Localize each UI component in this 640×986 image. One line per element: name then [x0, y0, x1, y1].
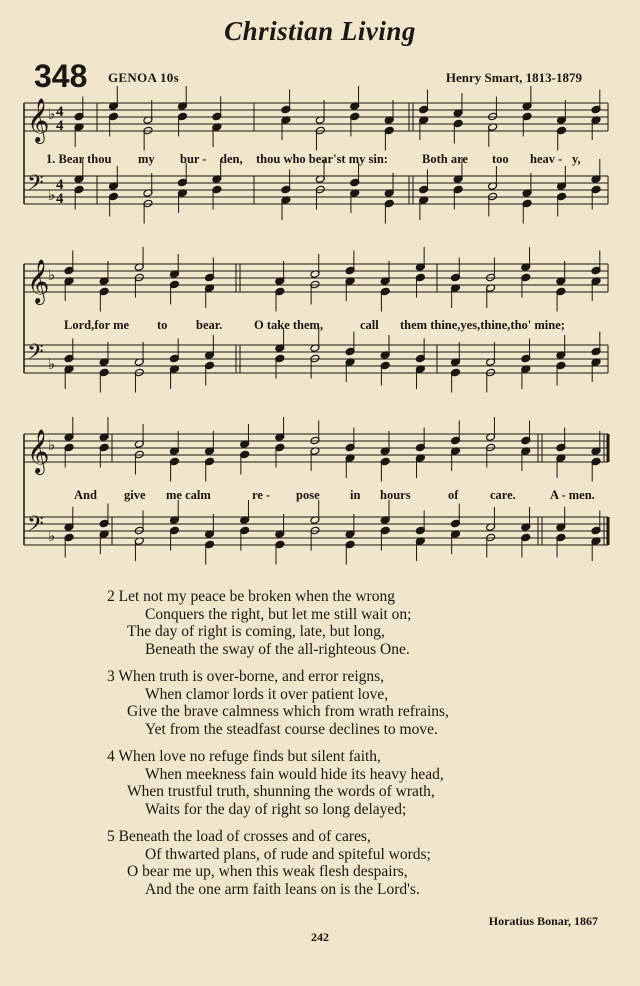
verse-line [0, 846, 640, 864]
bass-clef: 𝄢 [27, 512, 44, 542]
verse-line [0, 641, 640, 659]
verse-text: When truth is over-borne, and error reigns, [118, 668, 385, 685]
lyric-syllable: care. [490, 488, 516, 502]
verse-line [0, 588, 640, 606]
verse-line [0, 606, 640, 624]
bass-clef: 𝄢 [27, 171, 44, 201]
section-title: Christian Living [224, 16, 416, 46]
verse-text: Give the brave calmness which from wrath refrains, [127, 703, 449, 720]
verse-5 [0, 828, 640, 898]
author-credit: Horatius Bonar, 1867 [488, 914, 598, 928]
flat-key-signature: ♭ [48, 186, 56, 204]
time-signature: 4 [56, 191, 64, 207]
lyric-syllable: in [350, 488, 361, 502]
verse-text: Waits for the day of right so long delayed; [145, 800, 407, 818]
lyric-syllable: give [124, 488, 146, 502]
verse-line [0, 668, 640, 686]
verse-text: Of thwarted plans, of rude and spiteful words; [145, 845, 431, 863]
lyric-syllable: of [448, 488, 459, 502]
lyric-syllable: call [360, 318, 379, 332]
lyric-syllable: den, [220, 152, 243, 166]
verse-text: Yet from the steadfast course declines to move. [145, 720, 438, 738]
time-signature: 4 [56, 104, 64, 120]
flat-key-signature: ♭ [48, 436, 56, 454]
verse-line [0, 686, 640, 704]
time-signature: 4 [56, 177, 64, 193]
verse-text: O bear me up, when this weak flesh despairs, [127, 863, 408, 880]
verse-line [0, 828, 640, 846]
verse-text: When meekness fain would hide its heavy head, [145, 765, 444, 783]
lyric-syllable: me calm [166, 488, 211, 502]
lyric-syllable: too [492, 152, 509, 166]
verse-text: When trustful truth, shunning the words of wrath, [127, 783, 435, 800]
treble-clef: 𝄞 [27, 259, 50, 303]
verse-text: Beneath the sway of the all-righteous One. [145, 640, 410, 658]
verse-text: Let not my peace be broken when the wrong [118, 588, 395, 605]
lyric-syllable: A - men. [550, 488, 595, 502]
lyric-syllable: Both are [422, 152, 468, 166]
lyric-syllable: pose [296, 488, 320, 502]
flat-key-signature: ♭ [48, 266, 56, 284]
verse-number: 4 [107, 748, 115, 765]
lyric-syllable: y, [572, 152, 581, 166]
lyric-syllable: hours [380, 488, 411, 502]
verse-number: 3 [107, 668, 115, 685]
lyric-syllable: to [157, 318, 168, 332]
verse-text: Conquers the right, but let me still wait on; [145, 605, 412, 623]
treble-clef: 𝄞 [27, 98, 50, 142]
verse-text: Beneath the load of crosses and of cares, [118, 828, 371, 845]
flat-key-signature: ♭ [48, 355, 56, 373]
lyric-syllable: my [138, 152, 155, 166]
verse-3 [0, 668, 640, 738]
verse-line [0, 783, 640, 801]
verse-number: 2 [107, 588, 115, 605]
verse-4 [0, 748, 640, 818]
verse-line [0, 881, 640, 899]
time-signature: 4 [56, 118, 64, 134]
tune-name: GENOA 10s [108, 70, 179, 85]
lyric-syllable: re - [252, 488, 271, 502]
verse-line [0, 863, 640, 881]
verse-line [0, 748, 640, 766]
verse-line [0, 721, 640, 739]
lyric-syllable: bur - [180, 152, 207, 166]
lyric-syllable: 1. Bear thou [46, 152, 112, 166]
lyric-syllable: heav - [530, 152, 563, 166]
verse-line [0, 703, 640, 721]
verse-text: When love no refuge finds but silent faith, [118, 748, 381, 765]
verse-number: 5 [107, 828, 115, 845]
treble-clef: 𝄞 [27, 429, 50, 473]
lyric-syllable: thou who bear'st my sin: [256, 152, 388, 166]
verse-text: When clamor lords it over patient love, [145, 685, 389, 703]
page-number: 242 [311, 930, 329, 944]
lyric-syllable: bear. [196, 318, 223, 332]
lyric-syllable: O take them, [254, 318, 324, 332]
lyric-syllable: Lord,for me [64, 318, 130, 332]
verse-line [0, 623, 640, 641]
verse-line [0, 801, 640, 819]
verse-line [0, 766, 640, 784]
lyric-syllable: them thine,yes,thine,tho' mine; [400, 318, 565, 332]
flat-key-signature: ♭ [48, 105, 56, 123]
hymn-verses [0, 588, 640, 908]
bass-clef: 𝄢 [27, 340, 44, 370]
verse-text: And the one arm faith leans on is the Lord's. [145, 880, 420, 898]
verse-text: The day of right is coming, late, but long, [127, 623, 385, 640]
lyric-syllable: And [74, 488, 97, 502]
composer-credit: Henry Smart, 1813-1879 [445, 70, 582, 85]
flat-key-signature: ♭ [48, 527, 56, 545]
hymn-number: 348 [34, 58, 88, 94]
verse-2 [0, 588, 640, 658]
